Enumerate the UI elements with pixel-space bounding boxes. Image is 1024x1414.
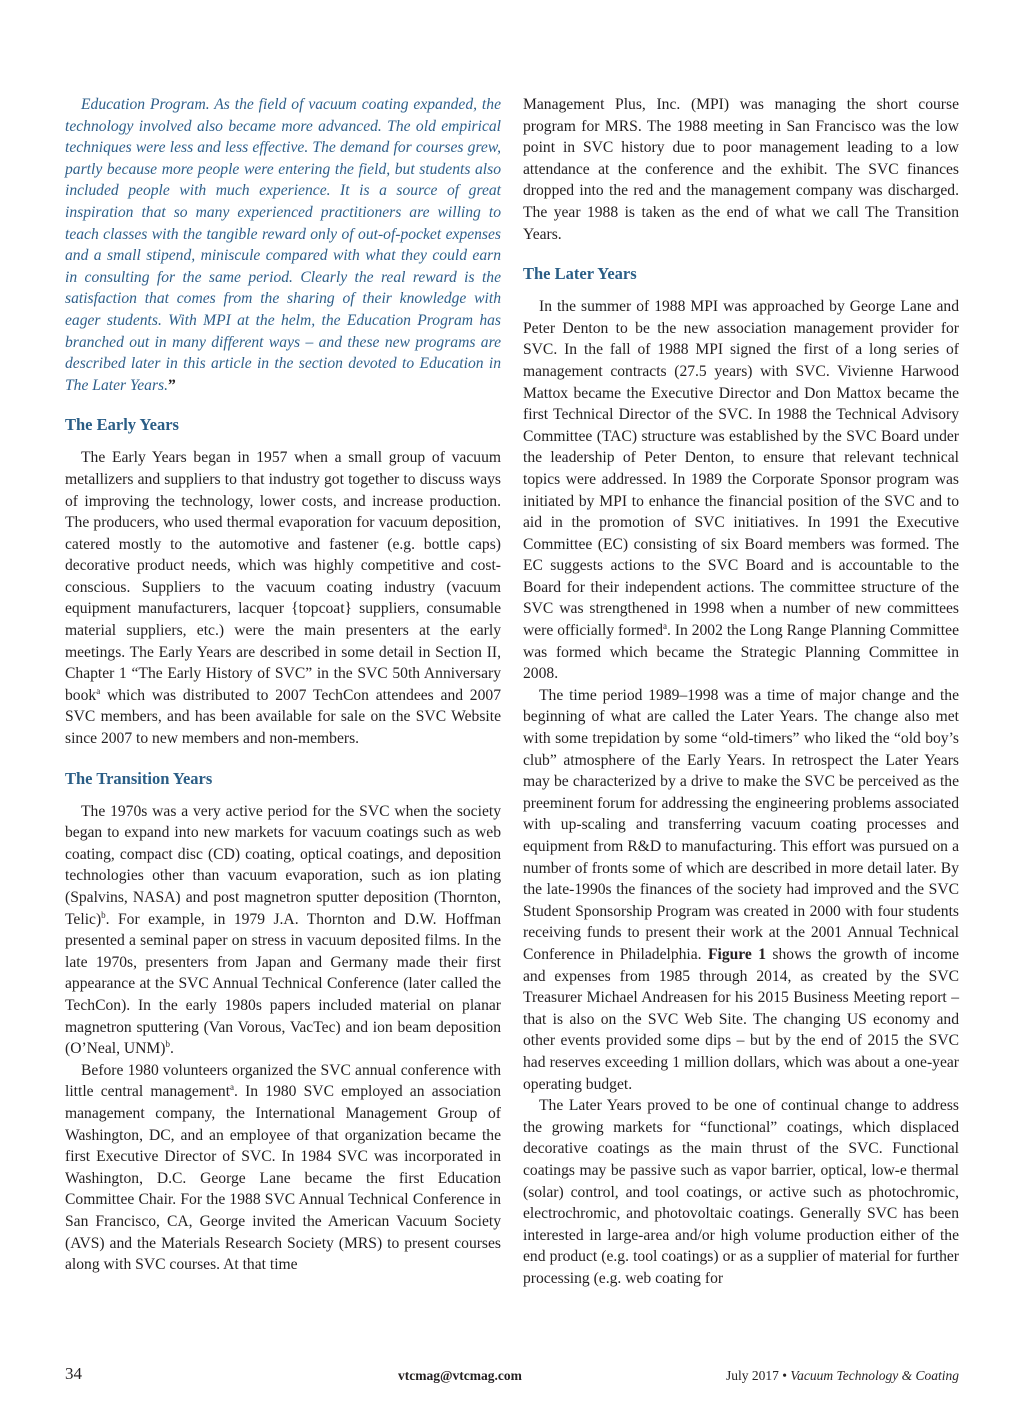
later-years-paragraph-3: The Later Years proved to be one of continual change to address the growing markets for “functional” coatings, which displaced decorative coatings as the main thrust of the SVC. Functional coatings may be passive such as vapor barrier, optical, low-e thermal (solar) control, and tool coatings, or active such as photochromic, electrochromic, and photovoltaic coatings. Generally SVC has been interested in large-area and/or high volume production either of the end product (e.g. tool coatings) or as a supplier of material for further processing (e.g. web coating for bbox=[523, 1097, 959, 1287]
transition-text-a: The 1970s was a very active period for the SVC when the society began to expand into new markets for vacuum coatings such as web coating, compact disc (CD) coating, optical coatings, and deposition technologies other than vacuum evaporation, such as ion plating (Spalvins, NASA) and post magnetron sputter deposition (Thornton, Telic) bbox=[65, 802, 501, 928]
transition-text-b: . For example, in 1979 J.A. Thornton and D.W. Hoffman presented a seminal paper on stress in vacuum deposited films. In the late 1970s, presenters from Japan and Germany made their first appearance at the SVC Annual Technical Conference (later called the TechCon). In the early 1980s papers included material on planar magnetron sputtering (Van Vorous, VacTec) and ion beam deposition (O’Neal, UNM) bbox=[65, 910, 501, 1058]
issue-date: July 2017 bbox=[726, 1368, 779, 1383]
footer-email: vtcmag@vtcmag.com bbox=[398, 1368, 522, 1383]
later-text-c: The time period 1989–1998 was a time of major change and the beginning of what are called the Later Years. The change also met with some trepidation by some “old-timers” who liked the “old boy’s club” atmosphere of the Early Years. In retrospect the Later Years may be characterized by a drive to make the SVC be perceived as the preeminent forum for addressing the engineering problems associated with up-scaling and transferring vacuum coating processes and equipment from R&D to manufacturing. This effort was pursued on a number of fronts some of which are described in more detail later. By the late-1990s the finances of the society had improved and the SVC Student Sponsorship Program was created in 2000 with four students receiving funds to present their work at the 2001 Annual Technical Conference in Philadelphia. bbox=[523, 686, 959, 963]
early-years-heading: The Early Years bbox=[65, 415, 179, 435]
footer-bullet: • bbox=[782, 1368, 787, 1383]
figure-reference: Figure 1 bbox=[707, 945, 767, 963]
later-text-d: shows the growth of income and expenses from 1985 through 2014, as created by the SVC Treasurer Michael Andreasen for his 2015 Business Meeting report – that is also on the SVC Web Site. The changing US economy and other events provided some dips – but by the end of 2015 the SVC had reserves exceeding 1 million dollars, which was about a one-year operating budget. bbox=[523, 945, 959, 1093]
footnote-marker: b bbox=[165, 1039, 170, 1050]
footnote-marker: a bbox=[96, 685, 101, 696]
footnote-marker: a bbox=[230, 1082, 235, 1093]
later-text-b: . In 2002 the Long Range Planning Committee was formed which became the Strategic Planning Committee in 2008. bbox=[523, 622, 959, 683]
right-column bbox=[523, 94, 959, 1289]
later-text-a: In the summer of 1988 MPI was approached by George Lane and Peter Denton to be the new association management provider for SVC. In the fall of 1988 MPI signed the first of a long series of management contracts (27.5 years) with SVC. Vivienne Harwood Mattox became the Executive Director and Don Mattox became the first Technical Director of the SVC. In 1988 the Technical Advisory Committee (TAC) structure was established by the SVC Board under the leadership of Peter Denton, to ensure that relevant technical topics were addressed. In 1989 the Corporate Sponsor program was initiated by MPI to enhance the financial position of the SVC and to aid in the promotion of SVC initiatives. In 1991 the Executive Committee (EC) consisting of six Board members was formed. The EC suggests actions to the SVC Board and is accountable to the Board for their independent actions. The committee structure of the SVC was strengthened in 1998 when a number of new committees were officially formed bbox=[523, 298, 959, 640]
early-years-paragraph bbox=[65, 447, 501, 749]
footnote-marker: b bbox=[101, 909, 106, 920]
early-years-text-a: The Early Years began in 1957 when a small group of vacuum metallizers and suppliers to that industry got together to discuss ways of improving the technology, lower costs, and increase production. The producers, who used thermal evaporation for vacuum deposition, catered mostly to the automotive and fastener (e.g. bottle caps) decorative product needs, which was highly competitive and cost-conscious. Suppliers to the vacuum coating industry (vacuum equipment manufacturers, lacquer {topcoat} suppliers, consumable material suppliers, etc.) were the main presenters at the early meetings. The Early Years are described in some detail in Section II, Chapter 1 “The Early History of SVC” in the SVC 50th Anniversary book bbox=[65, 449, 501, 704]
later-years-heading: The Later Years bbox=[523, 264, 637, 284]
page-number: 34 bbox=[65, 1364, 82, 1383]
transition-continuation: Management Plus, Inc. (MPI) was managing the short course program for MRS. The 1988 meeting in San Francisco was the low point in SVC history due to poor management leading to a low attendance at the conference and the exhibit. The SVC finances dropped into the red and the management company was discharged. The year 1988 is taken as the end of what we call The Transition Years. bbox=[523, 96, 959, 243]
education-quote bbox=[65, 94, 501, 396]
transition-years-heading: The Transition Years bbox=[65, 768, 213, 788]
later-years-paragraph-2 bbox=[523, 685, 959, 1095]
quote-close-mark: ” bbox=[167, 376, 176, 394]
early-years-text-b: which was distributed to 2007 TechCon attendees and 2007 SVC members, and has been available for sale on the SVC Website since 2007 to new members and non-members. bbox=[65, 686, 501, 748]
transition-paragraph-1 bbox=[65, 801, 501, 1060]
left-column bbox=[65, 94, 501, 1276]
transition-paragraph-2 bbox=[65, 1060, 501, 1276]
transition-text-d: Before 1980 volunteers organized the SVC annual conference with little central management bbox=[65, 1061, 501, 1101]
later-years-paragraph-1 bbox=[523, 296, 959, 685]
page-footer bbox=[65, 1366, 959, 1386]
quote-text: Education Program. As the field of vacuum coating expanded, the technology involved also became more advanced. The old empirical techniques were less and less effective. The demand for courses grew, partly because more people were entering the field, but students also included people with much experience. It is a source of great inspiration that so many experienced practitioners are willing to teach classes with the tangible reward only of out-of-pocket expenses and a small stipend, miniscule compared with what they could earn in consulting for the same period. Clearly the real reward is the satisfaction that comes from the sharing of their knowledge with eager students. With MPI at the helm, the Education Program has branched out in many different ways – and these new programs are described later in this article in the section devoted to Education in The Later Years. bbox=[65, 96, 501, 394]
footnote-marker: a bbox=[663, 621, 668, 632]
footer-issue bbox=[726, 1368, 959, 1384]
transition-text-c: . bbox=[169, 1040, 174, 1058]
magazine-name: Vacuum Technology & Coating bbox=[790, 1368, 959, 1383]
transition-text-e: . In 1980 SVC employed an association management company, the International Management Group of Washington, DC, and an employee of that organization became the first Executive Director of SVC. In 1984 SVC was incorporated in Washington, D.C. George Lane became the first Education Committee Chair. For the 1988 SVC Annual Technical Conference in San Francisco, CA, George invited the American Vacuum Society (AVS) and the Materials Research Society (MRS) to present courses along with SVC courses. At that time bbox=[65, 1083, 501, 1274]
